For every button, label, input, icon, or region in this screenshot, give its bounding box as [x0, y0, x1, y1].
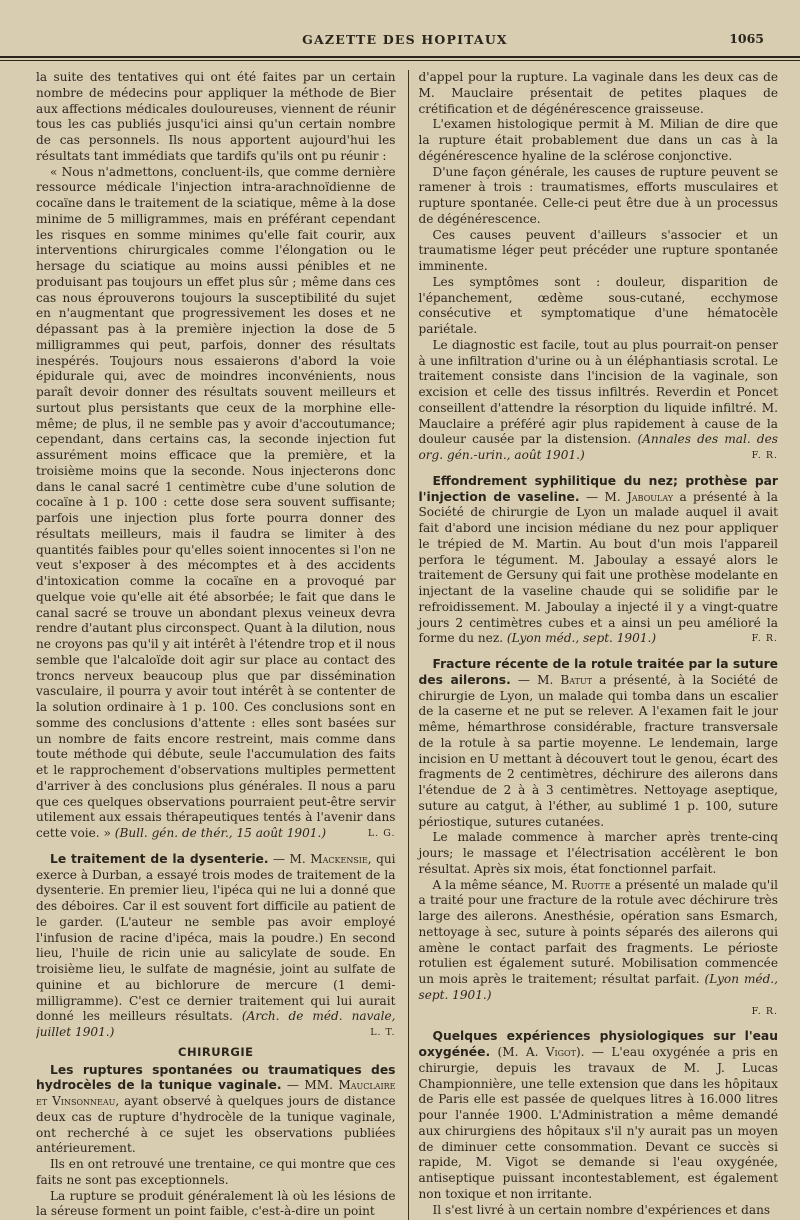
- journal-title: GAZETTE DES HOPITAUX: [36, 32, 774, 47]
- article-nez: Effondrement syphilitique du nez; prothèse par l'injection de vaseline. — M. Jaboulay a présenté à la Société de chirurgie de Lyon un malade auquel il avait fait d'abord une incision médiane du nez pour appliquer le trépied de M. Martin. Au bout d'un mois l'appareil perfora le tégument. M. Jaboulay a essayé alors le traitement de Gersuny qui fait une prothèse modelante en injectant de la vaseline chaude qui se solidifie par le refroidissement. M. Jaboulay a injecté il y a vingt-quatre jours 2 centimètres cubes et a ainsi un peu amélioré la forme du nez. (Lyon méd., sept. 1901.) F. R.: [419, 474, 779, 647]
- article-text: , qui exerce à Durban, a essayé trois modes de traitement de la dysenterie. En premier lieu, l'ipéca qui ne lui a donné que des déboires. Car il est souvent fort difficile au patient de le garder. (L'auteur ne semble pas avoir employé l'infusion de racine d'ipéca, mais la poudre.) En second lieu, l'huile de ricin unie au salicylate de soude. En troisième lieu, le sulfate de magnésie, joint au sulfate de quinine et au bichlorure de mercure (1 demi-milligramme). C'est ce dernier traitement qui lui aurait donné les meilleurs résultats.: [36, 852, 396, 1024]
- page-number: 1065: [729, 31, 764, 46]
- paragraph: [36, 165, 396, 842]
- author-name: MM. Mauclaire et Vinsonneau: [36, 1078, 396, 1108]
- paragraph: Ces causes peuvent d'ailleurs s'associer et un traumatisme léger peut précéder une rupture spontanée imminente.: [419, 228, 779, 275]
- article-title: Fracture récente de la rotule traitée par la suture des ailerons.: [419, 657, 779, 687]
- signature: F. R.: [738, 448, 778, 464]
- left-column: [36, 70, 396, 1220]
- article-title: Effondrement syphilitique du nez; prothèse par l'injection de vaseline.: [419, 474, 779, 504]
- article-text: a présenté à la Société de chirurgie de Lyon un malade auquel il avait fait d'abord une incision médiane du nez pour appliquer le trépied de M. Martin. Au bout d'un mois l'appareil perfora le tégument. M. Jaboulay a essayé alors le traitement de Gersuny qui fait une prothèse modelante en injectant de la vaseline chaude qui se solidifie par le refroidissement. M. Jaboulay a injecté il y a vingt-quatre jours 2 centimètres cubes et a ainsi un peu amélioré la forme du nez.: [419, 490, 779, 646]
- article-hydroceles: Les ruptures spontanées ou traumatiques des hydrocèles de la tunique vaginale. — MM. Mauclaire et Vinsonneau, ayant observé à quelques jours de distance deux cas de rupture d'hydrocèle de la tunique vaginale, ont recherché à ce sujet les observations publiées antérieurement.: [36, 1063, 396, 1158]
- paragraph-text: « Nous n'admettons, concluent-ils, que comme dernière ressource médicale l'injection intra-arachnoïdienne de cocaïne dans le traitement de la sciatique, même à la dose minime de 5 milligrammes, mais en préférant cependant les risques en somme minimes qu'elle fait courir, aux interventions chirurgicales comme l'élongation ou le hersage du sciatique au moins aussi pénibles et ne produisant pas toujours un effet plus sûr ; même dans ces cas nous éprouverons toujours la susceptibilité du sujet en n'augmentant que progressivement les doses et ne dépassant pas à la première injection la dose de 5 milligrammes qui peut, parfois, donner des résultats inespérés. Toujours nous essaierons d'abord la voie épidurale qui, avec de moindres inconvénients, nous paraît devoir donner des résultats souvent meilleurs et surtout plus persistants que ceux de la morphine elle-même; de plus, il ne semble pas y avoir d'accoutumance; cependant, dans certains cas, la seconde injection fut assurément moins efficace que la première, et la troisième moins que la seconde. Nous injecterons donc dans le canal sacré 1 centimètre cube d'une solution de cocaïne à 1 p. 100 : cette dose sera souvent suffisante; parfois une injection plus forte pourra donner des résultats meilleurs, mais il faudra se limiter à des quantités faibles pour qu'elles soient innocentes si l'on ne veut s'exposer à des mécomptes et à des accidents d'intoxication comme la cocaïne en a provoqué par quelque voie qu'elle ait été absorbée; le fait que dans le canal sacré se trouve un abondant plexus veineux devra rendre d'autant plus circonspect. Quant à la dilution, nous ne croyons pas qu'il y ait intérêt à l'étendre trop et il nous semble que l'alcaloïde doit agir sur place au contact des troncs nerveux beaucoup plus que par dissémination vasculaire, il pourra y avoir tout intérêt à se contenter de la solution ordinaire à 1 p. 100. Ces conclusions sont en somme des conclusions d'attente : elles sont basées sur un nombre de faits encore restreint, mais comme dans toute méthode qui débute, seule l'accumulation des faits et le rapprochement d'observations multiples permettent d'arriver à des conclusions plus générales. Il nous a paru que ces quelques observations pourraient peut-être servir utilement aux essais thérapeutiques tentés à l'avenir dans cette voie. »: [36, 165, 396, 841]
- article-text: a présenté, à la Société de chirurgie de Lyon, un malade qui tomba dans un escalier de la caserne et ne put se relever. A l'examen fait le jour même, hémarthrose considérable, fracture transversale de la rotule à sa partie moyenne. Le lendemain, large incision en U mettant à découvert tout le genou, écart des fragments de 2 centimètres, déchirure des ailerons dans l'étendue de 2 à à 3 centimètres. Nettoyage aseptique, suture au catgut, à l'éther, au sublimé 1 p. 100, suture périostique, sutures cutanées.: [419, 673, 779, 829]
- paragraph: Il s'est livré à un certain nombre d'expériences et dans: [419, 1203, 779, 1219]
- section-heading: CHIRURGIE: [36, 1045, 396, 1061]
- signature: F. R.: [419, 1004, 779, 1020]
- paragraph: Le malade commence à marcher après trente-cinq jours; le massage et l'électrisation accélèrent le bon résultat. Après six mois, état fonctionnel parfait.: [419, 830, 779, 877]
- paragraph: la suite des tentatives qui ont été faites par un certain nombre de médecins pour appliquer la méthode de Bier aux affections médicales douloureuses, viennent de réunir tous les cas publiés jusqu'ici ainsi qu'un certain nombre de cas personnels. Ils nous apportent aujourd'hui les résultats tant immédiats que tardifs qu'ils ont pu réunir :: [36, 70, 396, 165]
- paragraph-lead: A la même séance, M.: [433, 878, 568, 892]
- paragraph: Ils en ont retrouvé une trentaine, ce qui montre que ces faits ne sont pas exceptionnels.: [36, 1157, 396, 1189]
- article-rotule: Fracture récente de la rotule traitée par la suture des ailerons. — M. Batut a présenté, à la Société de chirurgie de Lyon, un malade qui tomba dans un escalier de la caserne et ne put se relever. A l'examen fait le jour même, hémarthrose considérable, fracture transversale de la rotule à sa partie moyenne. Le lendemain, large incision en U mettant à découvert tout le genou, écart des fragments de 2 centimètres, déchirure des ailerons dans l'étendue de 2 à à 3 centimètres. Nettoyage aseptique, suture au catgut, à l'éther, au sublimé 1 p. 100, suture périostique, sutures cutanées.: [419, 657, 779, 830]
- author-name: M. Jaboulay: [604, 490, 673, 504]
- article-title: Les ruptures spontanées ou traumatiques des hydrocèles de la tunique vaginale.: [36, 1063, 396, 1093]
- author-name: M. Batut: [537, 673, 592, 687]
- header-rule-thick: [0, 56, 800, 58]
- paragraph: [419, 338, 779, 464]
- citation: (Lyon méd., sept. 1901.): [507, 631, 656, 645]
- author-name: (M. A. Vigot).: [498, 1045, 585, 1059]
- right-column: [408, 70, 779, 1220]
- article-columns: [36, 70, 778, 1220]
- signature: F. R.: [738, 631, 778, 647]
- paragraph-text: Le diagnostic est facile, tout au plus pourrait-on penser à une infiltration d'urine ou à un éléphantiasis scrotal. Le traitement consiste dans l'incision de la vaginale, son excision et celle des tissus infiltrés. Reverdin et Poncet conseillent d'attendre la résorption du liquide infiltré. M. Mauclaire a préféré agir plus rapidement à cause de la douleur causée par la distension.: [419, 338, 779, 447]
- signature: L. T.: [356, 1025, 395, 1041]
- article-title: Le traitement de la dysenterie.: [50, 852, 269, 866]
- article-text: , ayant observé à quelques jours de distance deux cas de rupture d'hydrocèle de la tunique vaginale, ont recherché à ce sujet les observations publiées antérieurement.: [36, 1094, 396, 1155]
- article-title: Quelques expériences physiologiques sur l'eau oxygénée.: [419, 1029, 779, 1059]
- spacer: [36, 842, 396, 852]
- paragraph-text: a présenté un malade qu'il a traité pour une fracture de la rotule avec déchirure très large des ailerons. Anesthésie, opération sans Esmarch, nettoyage à sec, suture à points séparés des ailerons qui amène le contact parfait des fragments. Le périoste rotulien est également suturé. Mobilisation commencée un mois après le traitement; résultat parfait.: [419, 878, 779, 987]
- author-name: Ruotte: [571, 878, 610, 892]
- paragraph: [419, 878, 779, 1004]
- citation: (Annales des mal. des org. gén.-urin., août 1901.): [419, 432, 779, 462]
- article-text: — L'eau oxygénée a pris en chirurgie, depuis les travaux de M. J. Lucas Championnière, une telle extension que dans les hôpitaux de Paris elle est passée de quelques litres à 16.000 litres pour l'année 1900. L'Administration a même demandé aux chirurgiens des hôpitaux s'il n'y aurait pas un moyen de diminuer cette consommation. Devant ce succès si rapide, M. Vigot se demande si l'eau oxygénée, antiseptique puissant incontestablement, est également non toxique et non irritante.: [419, 1045, 779, 1201]
- spacer: [419, 1019, 779, 1029]
- header-rule-thin: [0, 60, 800, 61]
- author-name: M. Mackensie: [290, 852, 368, 866]
- spacer: [419, 464, 779, 474]
- paragraph: La rupture se produit généralement là où les lésions de la séreuse forment un point faible, c'est-à-dire un point: [36, 1189, 396, 1220]
- citation: (Lyon méd., sept. 1901.): [419, 972, 779, 1002]
- citation: (Bull. gén. de thér., 15 août 1901.): [115, 826, 326, 840]
- article-dysenterie: Le traitement de la dysenterie. — M. Mackensie, qui exerce à Durban, a essayé trois modes de traitement de la dysenterie. En premier lieu, l'ipéca qui ne lui a donné que des déboires. Car il est souvent fort difficile au patient de le garder. (L'auteur ne semble pas avoir employé l'infusion de racine d'ipéca, mais la poudre.) En second lieu, l'huile de ricin unie au salicylate de soude. En troisième lieu, le sulfate de magnésie, joint au sulfate de quinine et au bichlorure de mercure (1 demi-milligramme). C'est ce dernier traitement qui lui aurait donné les meilleurs résultats. (Arch. de méd. navale, juillet 1901.) L. T.: [36, 852, 396, 1041]
- spacer: [419, 647, 779, 657]
- signature: L. G.: [354, 826, 396, 842]
- paragraph: Les symptômes sont : douleur, disparition de l'épanchement, œdème sous-cutané, ecchymose consécutive et symptomatique d'une hématocèle pariétale.: [419, 275, 779, 338]
- paragraph: d'appel pour la rupture. La vaginale dans les deux cas de M. Mauclaire présentait de petites plaques de crétification et de dégénérescence graisseuse.: [419, 70, 779, 117]
- page-header: [36, 0, 774, 52]
- paragraph: L'examen histologique permit à M. Milian de dire que la rupture était probablement due dans un cas à la dégénérescence hyaline de la sclérose conjonctive.: [419, 117, 779, 164]
- article-eau-oxygenee: [419, 1029, 779, 1202]
- paragraph: D'une façon générale, les causes de rupture peuvent se ramener à trois : traumatismes, efforts musculaires et rupture spontanée. Celle-ci peut être due à un processus de dégénérescence.: [419, 165, 779, 228]
- citation: (Arch. de méd. navale, juillet 1901.): [36, 1009, 395, 1039]
